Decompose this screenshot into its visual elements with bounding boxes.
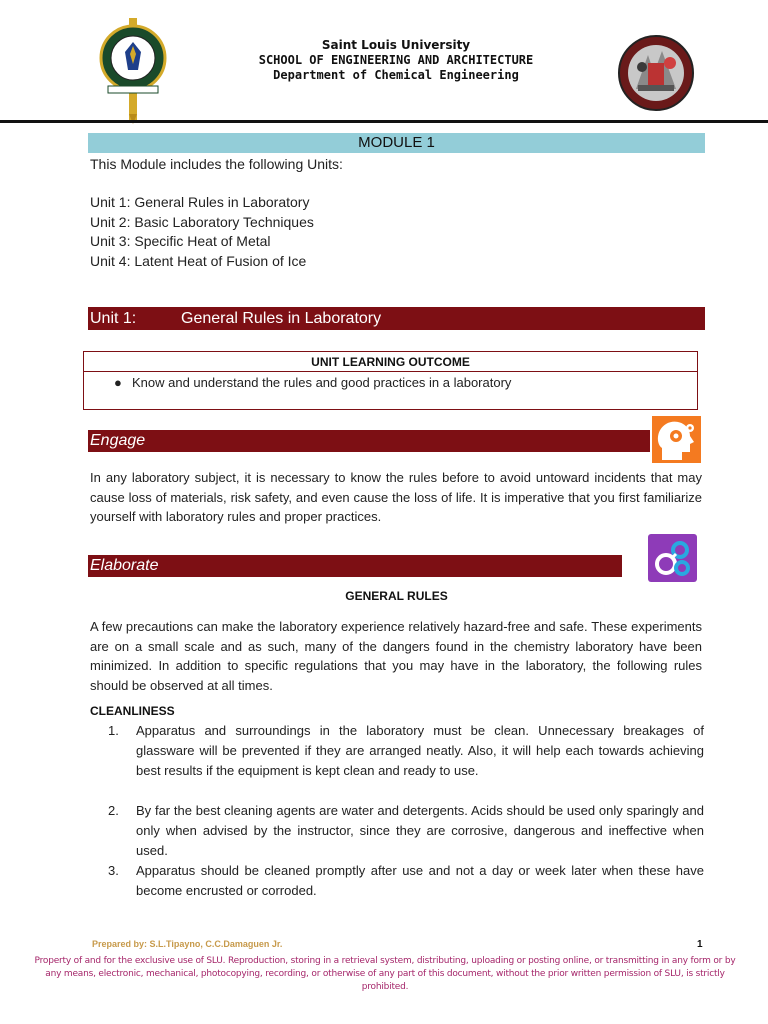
engage-paragraph: In any laboratory subject, it is necessary to know the rules before to avoid untoward incidents that may cause loss of materials, risk safety, and even cause the loss of life. It is imperative that you first familiarize yourself with laboratory rules and proper practices. — [90, 470, 702, 524]
learning-outcome-title: UNIT LEARNING OUTCOME — [311, 355, 470, 369]
page-number: 1 — [697, 939, 703, 950]
list-item-number: 1. — [108, 723, 119, 738]
unit-number: Unit 1: — [90, 310, 137, 327]
module-intro: This Module includes the following Units: — [90, 156, 343, 172]
list-item-text: By far the best cleaning agents are water and detergents. Acids should be used only sparingly and only when advised by the instructor, since they are corrosive, dangerous and ineffective when used. — [136, 803, 704, 858]
header-text-block — [200, 38, 592, 83]
learning-outcome-box — [83, 351, 698, 410]
bullet-icon: ● — [114, 375, 122, 390]
list-item-number: 3. — [108, 863, 119, 878]
learning-outcome-text: Know and understand the rules and good practices in a laboratory — [132, 375, 512, 390]
unit-list-item: Unit 1: General Rules in Laboratory — [90, 194, 310, 210]
unit-list-item: Unit 2: Basic Laboratory Techniques — [90, 213, 314, 230]
unit-list-item: Unit 4: Latent Heat of Fusion of Ice — [90, 252, 307, 269]
list-item — [108, 861, 704, 901]
school-emblem-logo — [618, 33, 694, 113]
list-item — [108, 801, 704, 861]
elaborate-paragraph: A few precautions can make the laboratory experience relatively hazard-free and safe. These experiments are on a small scale and as such, many of the dangers found in the chemistry laboratory have been minimized. In addition to specific regulations that you may have in the laboratory, the following rules should be observed at all times. — [90, 619, 702, 693]
list-item-text: Apparatus and surroundings in the laboratory must be clean. Unnecessary breakages of glassware will be prevented if they are arranged neatly. Also, it will help each towards achieving best results if the equipment is kept clean and ready to use. — [136, 723, 704, 778]
unit-title: General Rules in Laboratory — [181, 310, 382, 327]
unit-heading-bar — [88, 307, 705, 330]
learning-outcome-item — [114, 375, 511, 390]
molecule-network-icon — [648, 534, 697, 582]
department-name: Department of Chemical Engineering — [273, 68, 519, 82]
header-divider — [0, 120, 768, 123]
slu-seal-logo — [96, 16, 170, 124]
list-item-number: 2. — [108, 803, 119, 818]
learning-outcome-divider — [84, 371, 697, 372]
school-name: SCHOOL OF ENGINEERING AND ARCHITECTURE — [258, 53, 534, 67]
list-item-text: Apparatus should be cleaned promptly after use and not a day or week later when these have become encrusted or corroded. — [136, 863, 704, 898]
elaborate-heading: Elaborate — [88, 555, 622, 577]
university-name: Saint Louis University — [321, 38, 471, 52]
cleanliness-heading: CLEANLINESS — [90, 704, 175, 718]
unit-list-item: Unit 3: Specific Heat of Metal — [90, 233, 271, 249]
prepared-by: Prepared by: S.L.Tipayno, C.C.Damaguen Jr. — [92, 939, 283, 949]
general-rules-subheading: GENERAL RULES — [345, 589, 448, 603]
module-title: MODULE 1 — [88, 133, 705, 153]
engage-heading: Engage — [88, 430, 650, 452]
unit-list — [90, 193, 314, 271]
list-item — [108, 721, 704, 801]
copyright-notice: Property of and for the exclusive use of SLU. Reproduction, storing in a retrieval system, distributing, uploading or posting online, or transmitting in any form or by any means, electronic, mechanical, photocopying, recording, or otherwise of any part of this document, without the prior written permission of SLU, is strictly prohibited. — [34, 956, 736, 992]
head-gears-icon — [652, 416, 701, 463]
